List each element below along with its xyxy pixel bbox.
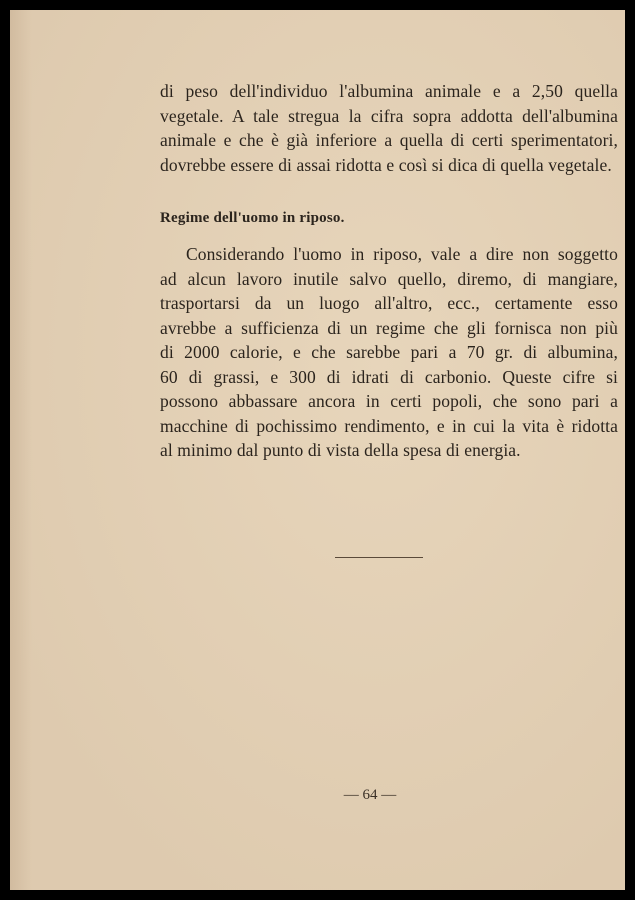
text-line: macchine di pochissimo rendimento, e in cui la vita è ridotta xyxy=(160,415,618,436)
text-line: animale e che è già inferiore a quella di certi sperimentatori, xyxy=(160,130,618,150)
page-number: — 64 — xyxy=(343,787,397,803)
text-line: di 2000 calorie, e che sarebbe pari a 70 gr. di albumina, xyxy=(160,342,618,362)
paragraph-body xyxy=(160,242,618,463)
section-divider xyxy=(335,557,423,558)
text-line: ad alcun lavoro inutile salvo quello, diremo, di mangiare, xyxy=(160,268,618,289)
text-line: possono abbassare ancora in certi popoli, che sono pari a xyxy=(160,391,618,411)
text-line: Considerando l'uomo in riposo, vale a dire non soggetto xyxy=(186,244,618,264)
text-line: trasportarsi da un luogo all'altro, ecc., certamente esso xyxy=(160,293,618,313)
text-line: vegetale. A tale stregua la cifra sopra addotta dell'albumina xyxy=(160,105,618,126)
section-heading: Regime dell'uomo in riposo. xyxy=(160,210,345,226)
text-line: al minimo dal punto di vista della spesa di energia. xyxy=(160,440,521,460)
book-page xyxy=(10,10,625,890)
text-line: dovrebbe essere di assai ridotta e così si dica di quella vegetale. xyxy=(160,154,612,175)
text-line: 60 di grassi, e 300 di idrati di carbonio. Queste cifre si xyxy=(160,366,618,387)
text-line: di peso dell'individuo l'albumina animale e a 2,50 quella xyxy=(160,81,618,101)
paragraph-continued xyxy=(160,79,618,177)
text-line: avrebbe a sufficienza di un regime che gli fornisca non più xyxy=(160,317,618,338)
